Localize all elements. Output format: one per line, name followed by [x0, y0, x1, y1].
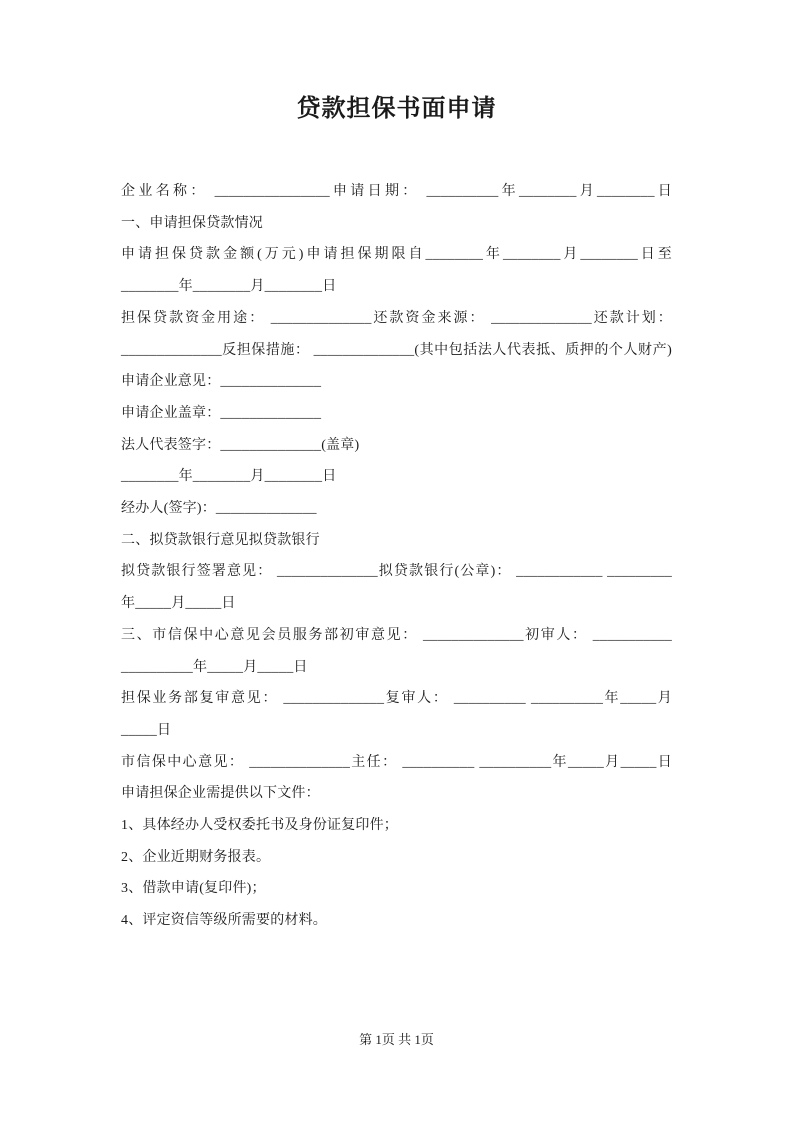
- section-1-heading: 一、申请担保贷款情况: [121, 215, 263, 231]
- line-review-date-day: _____日: [121, 722, 172, 738]
- line-legal-representative-signature: 法人代表签字：______________(盖章): [121, 437, 360, 453]
- line-handler-signature: 经办人(签字)：______________: [121, 501, 317, 517]
- line-credit-center-opinion: 市信保中心意见： ______________主任： __________ __________年_____月_____日: [121, 754, 672, 770]
- line-bank-signed-opinion: 拟贷款银行签署意见： ______________拟贷款银行(公章)： ____________ _________: [121, 564, 672, 580]
- line-applicant-opinion: 申请企业意见：______________: [121, 374, 322, 390]
- section-2-heading: 二、拟贷款银行意见拟贷款银行: [121, 532, 320, 548]
- line-term-end-date: ________年________月________日: [121, 279, 337, 295]
- list-item-financial-statements: 2、企业近期财务报表。: [121, 849, 271, 865]
- list-item-loan-application-copy: 3、借款申请(复印件)；: [121, 881, 266, 897]
- line-signature-date: ________年________月________日: [121, 469, 337, 485]
- line-fund-use-repayment-source-plan: 担保贷款资金用途： ______________还款资金来源： ______________还款计划：: [121, 310, 672, 326]
- document-title: 贷款担保书面申请: [296, 96, 497, 122]
- page-number-footer: 第 1页 共 1页: [359, 1032, 434, 1047]
- list-item-credit-rating-materials: 4、评定资信等级所需要的材料。: [121, 913, 327, 929]
- line-loan-amount-and-term-start: 申请担保贷款金额(万元)申请担保期限自________年________月________日至: [121, 247, 672, 263]
- line-initial-review-date: __________年_____月_____日: [121, 659, 308, 675]
- line-required-documents-heading: 申请担保企业需提供以下文件：: [121, 786, 320, 802]
- line-company-name-and-date: 企业名称： ________________申请日期： __________年________月________日: [121, 184, 672, 199]
- line-guarantee-dept-review: 担保业务部复审意见： ______________复审人： __________ __________年_____月: [121, 691, 672, 707]
- document-body: [121, 176, 672, 937]
- list-item-authorization-and-id: 1、具体经办人受权委托书及身份证复印件；: [121, 818, 398, 834]
- line-bank-opinion-date: 年_____月_____日: [121, 596, 236, 612]
- line-counter-guarantee-measures: ______________反担保措施： ______________(其中包括法人代表抵、质押的个人财产): [121, 342, 672, 358]
- section-3-heading-initial-review: 三、市信保中心意见会员服务部初审意见： ______________初审人： ___________: [121, 627, 672, 643]
- line-applicant-seal: 申请企业盖章：______________: [121, 405, 322, 421]
